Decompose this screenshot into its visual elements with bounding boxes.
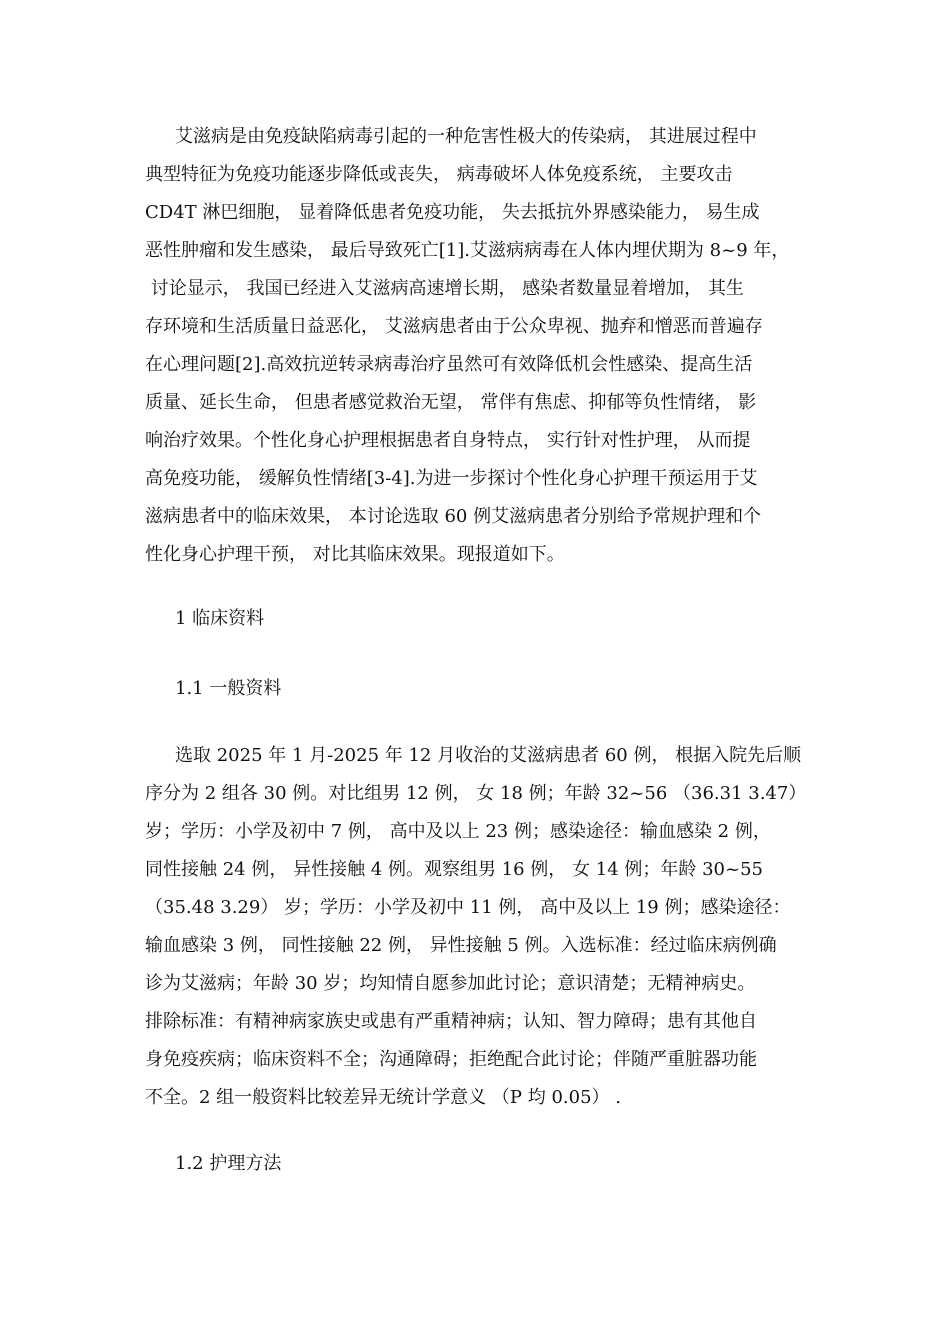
text-line: 恶性肿瘤和发生感染， 最后导致死亡[1].艾滋病病毒在人体内埋伏期为 8~9 年， xyxy=(145,240,790,261)
text-line: 滋病患者中的临床效果， 本讨论选取 60 例艾滋病患者分别给予常规护理和个 xyxy=(145,506,762,527)
text-line: 排除标准：有精神病家族史或患有严重精神病；认知、智力障碍；患有其他自 xyxy=(145,1011,757,1032)
text-line: （35.48 3.29） 岁；学历：小学及初中 11 例， 高中及以上 19 例；感染途径： xyxy=(145,897,791,918)
text-line: 性化身心护理干预， 对比其临床效果。现报道如下。 xyxy=(145,544,565,565)
text-line: 响治疗效果。个性化身心护理根据患者自身特点， 实行针对性护理， 从而提 xyxy=(145,430,751,451)
text-line: 典型特征为免疫功能逐步降低或丧失， 病毒破坏人体免疫系统， 主要攻击 xyxy=(145,164,733,185)
text-line: 艾滋病是由免疫缺陷病毒引起的一种危害性极大的传染病， 其进展过程中 xyxy=(175,126,757,147)
text-line: 身免疫疾病；临床资料不全；沟通障碍；拒绝配合此讨论；伴随严重脏器功能 xyxy=(145,1049,757,1070)
text-line: 存环境和生活质量日益恶化， 艾滋病患者由于公众卑视、抛弃和憎恶而普遍存 xyxy=(145,316,763,337)
text-line: 序分为 2 组各 30 例。对比组男 12 例， 女 18 例；年龄 32~56 （36.31 3.47） xyxy=(145,783,807,804)
text-line: 质量、延长生命， 但患者感觉救治无望， 常伴有焦虑、抑郁等负性情绪， 影 xyxy=(145,392,757,413)
text-line: CD4T 淋巴细胞， 显着降低患者免疫功能， 失去抵抗外界感染能力， 易生成 xyxy=(145,202,760,223)
section-heading: 1 临床资料 xyxy=(175,608,265,629)
text-line: 讨论显示， 我国已经进入艾滋病高速增长期， 感染者数量显着增加， 其生 xyxy=(145,278,744,299)
text-line: 输血感染 3 例， 同性接触 22 例， 异性接触 5 例。入选标准：经过临床病例确 xyxy=(145,935,777,956)
subsection-heading: 1.1 一般资料 xyxy=(175,678,282,699)
text-line: 在心理问题[2].高效抗逆转录病毒治疗虽然可有效降低机会性感染、提高生活 xyxy=(145,354,753,375)
text-line: 不全。2 组一般资料比较差异无统计学意义 （P 均 0.05） . xyxy=(145,1087,621,1108)
text-line: 同性接触 24 例， 异性接触 4 例。观察组男 16 例， 女 14 例；年龄 30~55 xyxy=(145,859,763,880)
text-line: 岁；学历：小学及初中 7 例， 高中及以上 23 例；感染途径：输血感染 2 例， xyxy=(145,821,771,842)
text-line: 高免疫功能， 缓解负性情绪[3-4].为进一步探讨个性化身心护理干预运用于艾 xyxy=(145,468,758,489)
text-line: 选取 2025 年 1 月-2025 年 12 月收治的艾滋病患者 60 例， 根据入院先后顺 xyxy=(175,745,802,766)
text-line: 诊为艾滋病；年龄 30 岁；均知情自愿参加此讨论；意识清楚；无精神病史。 xyxy=(145,973,756,994)
subsection-heading: 1.2 护理方法 xyxy=(175,1153,282,1174)
